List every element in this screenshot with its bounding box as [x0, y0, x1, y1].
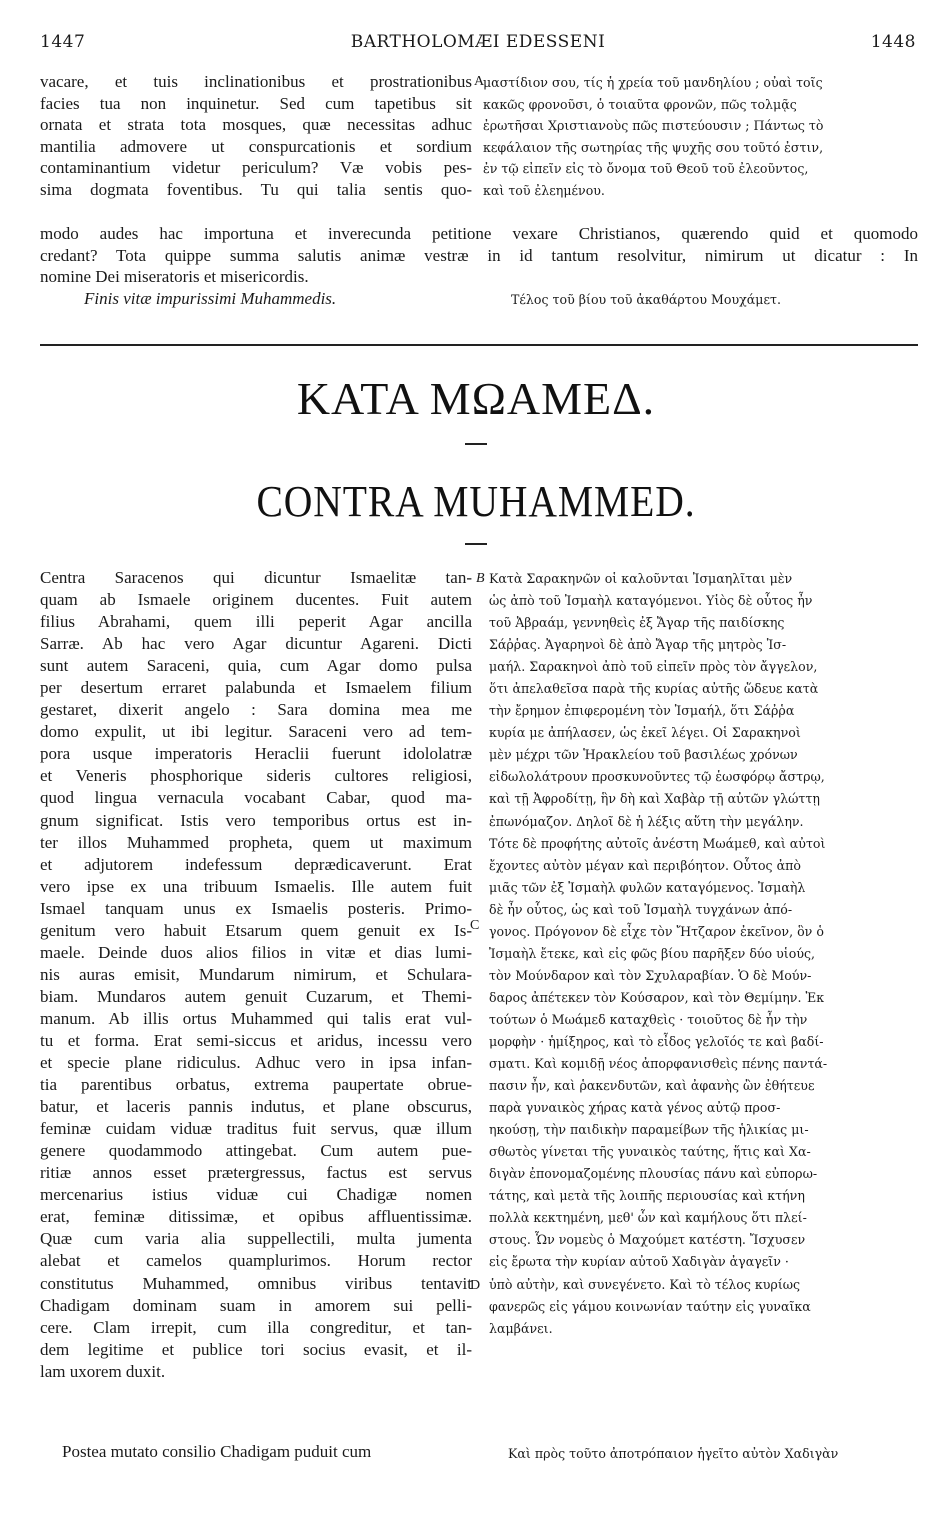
text-line: διγὰν ἐπονομαζομένης πλουσίας πάνυ καὶ εὐπορω-	[489, 1166, 818, 1182]
text-line: per desertum erraret palabunda et Ismaelem filium	[40, 678, 472, 698]
text-line: constitutus Muhammed, omnibus viribus tentavit	[40, 1273, 472, 1293]
text-line: Chadigam dominam suam in amorem sui pelli-	[40, 1295, 472, 1315]
text-line: quam ab Ismaele originem ducentes. Fuit autem	[40, 590, 472, 610]
running-head	[40, 32, 916, 56]
text-line: genere quodammodo attingebat. Cum autem pue-	[40, 1141, 472, 1161]
text-line: τὸν Μούνδαρον καὶ τὸν Σχυλαραβίαν. Ὁ δὲ Μούν-	[489, 967, 812, 983]
text-line: batur, et laceris pannis indutus, et plane obscurus,	[40, 1097, 472, 1117]
text-line: maele. Deinde duos alios filios in vitæ et dias lumi-	[40, 942, 472, 962]
text-line: et adjutorem indefessum deprædicaverunt. Erat	[40, 854, 472, 874]
margin-marker-b: B	[476, 571, 485, 586]
text-line: et specie plane ridiculus. Adhuc vero in ipsa infan-	[40, 1053, 472, 1073]
top-greek-column	[483, 72, 919, 202]
text-line: gnum significat. Istis vero temporibus ortus est in-	[40, 810, 472, 830]
margin-marker-d: D	[470, 1278, 481, 1293]
text-line: σματι. Καὶ κομιδῇ νέος ἀπορφανισθεὶς πένης παντά-	[489, 1056, 828, 1072]
text-line: ὅτι ἀπελαθεῖσα παρὰ τῆς κυρίας αὐτῆς ὥδευε κατὰ	[489, 681, 819, 697]
text-line: Κατὰ Σαρακηνῶν οἱ καλοῦνται Ἰσμαηλῖται μὲν	[489, 571, 793, 586]
text-line: καὶ τοῦ ἐλεημένου.	[483, 182, 605, 198]
text-line: sunt autem Saraceni, quia, cum Agar domo pulsa	[40, 656, 472, 676]
finis-latin: Finis vitæ impurissimi Muhammedis.	[84, 289, 337, 308]
text-line: σθωτὸς γίνεται τῆς γυναικὸς ταύτης, ἥτις καὶ Χα-	[489, 1144, 811, 1160]
heading-latin: CONTRA MUHAMMED.	[256, 477, 696, 526]
text-line: nomine Dei miseratoris et misericordis.	[40, 267, 309, 287]
text-line: ἐπωνόμαζον. Δηλοῖ δὲ ἡ λέξις αὕτη τὴν μεγάλην.	[489, 813, 804, 829]
text-line: ornata et strata tota mosques, quæ necessitas adhuc	[40, 115, 472, 135]
text-line: λαμβάνει.	[489, 1320, 553, 1336]
text-line: Ἰσμαὴλ ἔτεκε, καὶ εἰς φῶς βίου παρῆξεν δύο υἱούς,	[489, 945, 816, 961]
text-line: Centra Saracenos qui dicuntur Ismaelitæ tan-	[40, 568, 472, 587]
text-line: filius Abrahami, quem illi peperit Agar ancilla	[40, 612, 472, 632]
text-line: cere. Clam irrepit, cum illa congreditur, et tan-	[40, 1317, 472, 1337]
text-line: ἐρωτῆσαι Χριστιανοὺς πῶς πιστεύουσιν ; Πάντως τὸ	[483, 118, 824, 134]
text-line: mantilia admovere ut conspurcationis et sordium	[40, 136, 472, 156]
text-line: εἰδωλολάτρουν προσκυνοῦντες τῷ ἑωσφόρῳ ἄστρῳ,	[489, 769, 825, 785]
main-greek-column	[489, 568, 919, 1340]
text-line: μορφὴν · ἡμίξηρος, καὶ τὸ εἶδος γελοῖός τε καὶ βαδί-	[489, 1033, 824, 1049]
heading-dash	[465, 443, 487, 445]
text-line: ἐν τῷ εἰπεῖν εἰς τὸ ὄνομα τοῦ Θεοῦ τοῦ ἐλεοῦντος,	[483, 161, 809, 177]
page-number-right: 1448	[870, 32, 916, 52]
text-line: ἔχοντες αὐτὸν μέγαν καὶ περιβόητον. Οὗτος ἀπὸ	[489, 857, 801, 873]
text-line: Σάῤῥας. Ἀγαρηνοὶ δὲ ἀπὸ Ἄγαρ τῆς μητρὸς Ἰσ-	[489, 637, 787, 653]
text-line: manum. Ab illis ortus Muhammed qui talis erat vul-	[40, 1008, 472, 1028]
heading-greek: ΚΑΤΑ ΜΩΑΜΕΔ.	[296, 373, 656, 424]
text-line: μαστίδιον σου, τίς ἡ χρεία τοῦ μανδηλίου ; οὐαὶ τοῖς	[483, 75, 823, 90]
text-line: lam uxorem duxit.	[40, 1361, 166, 1381]
section-rule	[40, 344, 918, 346]
text-line: biam. Mundaros autem genuit Cuzarum, et Themi-	[40, 986, 472, 1006]
text-line: modo audes hac importuna et inverecunda petitione vexare Christianos, quærendo quid et quomodo	[40, 224, 918, 243]
bottom-latin-line: Postea mutato consilio Chadigam puduit cum	[62, 1442, 372, 1461]
text-line: μιᾶς τῶν ἐξ Ἰσμαὴλ φυλῶν καταγόμενος. Ἰσμαὴλ	[489, 879, 806, 895]
text-line: μαήλ. Σαρακηνοὶ ἀπὸ τοῦ εἰπεῖν πρὸς τὸν ἄγγελον,	[489, 659, 818, 675]
finis-greek: Τέλος τοῦ βίου τοῦ ἀκαθάρτου Μουχάμετ.	[511, 292, 781, 307]
text-line: ὑπὸ αὐτὴν, καὶ συνεγένετο. Καὶ τὸ τέλος κυρίως	[489, 1276, 801, 1292]
text-line: πολλὰ κεκτημένη, μεθ' ὧν καὶ καμήλους ὅτι πλεί-	[489, 1210, 807, 1226]
text-line: gestaret, dixerit angelo : Sara domina mea me	[40, 700, 472, 720]
text-line: dem legitime et publice tori socius evasit, et il-	[40, 1339, 472, 1359]
text-line: γονος. Πρόγονον δὲ εἶχε τὸν Ἤτζαρον ἐκεῖνον, ὃν ὁ	[489, 923, 824, 939]
margin-marker-c: C	[470, 918, 480, 933]
margin-marker-a: A	[474, 74, 485, 89]
full-width-paragraph	[40, 223, 918, 288]
text-line: κυρία με ἀπήλασεν, ὡς ἐκεῖ λέγει. Οἱ Σαρακηνοὶ	[489, 725, 801, 741]
text-line: Sarræ. Ab hac vero Agar dicuntur Agareni. Dicti	[40, 634, 472, 654]
text-line: εἰς ἔρωτα τὴν κυρίαν αὐτοῦ Χαδιγὰν ἀγαγεῖν ·	[489, 1254, 789, 1270]
text-line: et Veneris phosphorique sideris cultores religiosi,	[40, 766, 472, 786]
text-line: tia parentibus orbatus, extrema paupertate obrue-	[40, 1075, 472, 1095]
text-line: vacare, et tuis inclinationibus et prostrationibus	[40, 72, 472, 91]
text-line: τούτων ὁ Μωάμεδ καταχθεὶς · τοιοῦτος δὲ ἦν τὴν	[489, 1011, 808, 1027]
text-line: credant? Tota quippe summa salutis animæ vestræ in id tantum resolvitur, nimirum ut dicatur : In	[40, 245, 918, 265]
text-line: contaminantium videtur periculum? Væ vobis pes-	[40, 158, 472, 178]
text-line: ter illos Muhammed propheta, quem ut maximum	[40, 832, 472, 852]
text-line: πασιν ἦν, καὶ ῥακενδυτῶν, καὶ ἀφανὴς ὢν ἐθήτευε	[489, 1078, 815, 1094]
text-line: sima dogmata foventibus. Tu qui talia sentis quo-	[40, 179, 472, 199]
heading-dash	[465, 543, 487, 545]
text-line: mercenarius istius viduæ cui Chadigæ nomen	[40, 1185, 472, 1205]
text-line: genitum vero habuit Etsarum quem genuit ex Is-	[40, 920, 472, 940]
text-line: domo expulit, ut ibi legitur. Saraceni vero ad tem-	[40, 722, 472, 742]
text-line: τάτης, καὶ μετὰ τῆς λοιπῆς περιουσίας καὶ κτήνη	[489, 1188, 805, 1204]
text-line: φανερῶς εἰς γάμου κοινωνίαν ταύτην εἰς γυναῖκα	[489, 1298, 811, 1314]
text-line: καὶ τῇ Ἀφροδίτῃ, ἣν δὴ καὶ Χαβὰρ τῇ αὐτῶν γλώττῃ	[489, 791, 820, 807]
text-line: Quæ cum varia alia suppellectili, multa jumenta	[40, 1229, 472, 1249]
text-line: κεφάλαιον τῆς σωτηρίας τῆς ψυχῆς σου τοῦτό ἐστιν,	[483, 139, 824, 155]
text-line: facies tua non inquinetur. Sed cum tapetibus sit	[40, 93, 472, 113]
text-line: κακῶς φρονοῦσι, ὁ τοιαῦτα φρονῶν, πῶς τολμᾷς	[483, 96, 797, 112]
text-line: Τότε δὲ προφήτης αὐτοῖς ἀνέστη Μωάμεθ, καὶ αὐτοὶ	[489, 835, 826, 851]
text-line: στους. Ὧν νομεὺς ὁ Μαχούμετ κατέστη. Ἴσχυσεν	[489, 1232, 806, 1248]
text-line: μὲν μέχρι τῶν Ἡρακλείου τοῦ βασιλέως χρόνων	[489, 747, 798, 763]
text-line: τοῦ Ἀβραάμ, γεννηθεὶς ἐξ Ἄγαρ τῆς παιδίσκης	[489, 615, 785, 631]
page-number-left: 1447	[40, 32, 86, 52]
top-latin-column	[40, 71, 472, 201]
text-line: Ismael tanquam unus ex Ismaelis posteris. Primo-	[40, 898, 472, 918]
text-line: δαρος ἀπέτεκεν τὸν Κούσαρον, καὶ τὸν Θεμίμην. Ἐκ	[489, 989, 825, 1005]
text-line: παρὰ γυναικὸς χήρας κατὰ γένος αὐτῷ προσ-	[489, 1100, 781, 1116]
text-line: vero ipse ex una tribuum Ismaelis. Ille autem fuit	[40, 876, 472, 896]
bottom-greek-line: Καὶ πρὸς τοῦτο ἀποτρόπαιον ἡγεῖτο αὐτὸν Χαδιγὰν	[508, 1446, 839, 1461]
running-title: BARTHOLOMÆI EDESSENI	[350, 32, 606, 52]
text-line: alebat et camelos quamplurimos. Horum rector	[40, 1251, 472, 1271]
text-line: quod lingua vernacula vocabant Cabar, quod ma-	[40, 788, 472, 808]
text-line: τὴν ἔρημον ἐπιφερομένη τὸν Ἰσμαήλ, ὅτι Σάῤῥα	[489, 703, 795, 719]
text-line: ritiæ annos esset prætergressus, factus est servus	[40, 1163, 472, 1183]
text-line: δὲ ἦν οὗτος, ὡς καὶ τοῦ Ἰσμαὴλ τυγχάνων ἀπό-	[489, 901, 793, 917]
text-line: nis auras emisit, Mundarum nimirum, et Schulara-	[40, 964, 472, 984]
text-line: pora usque imperatoris Heraclii fuerunt idololatræ	[40, 744, 472, 764]
main-latin-column	[40, 567, 472, 1383]
text-line: ηκούσῃ, τὴν παιδικὴν παραμείβων τῆς ἡλικίας μι-	[489, 1122, 809, 1138]
text-line: ὡς ἀπὸ τοῦ Ἰσμαὴλ καταγόμενοι. Υἱὸς δὲ οὗτος ἦν	[489, 593, 813, 609]
text-line: tu et forma. Erat semi-siccus et aridus, incessu vero	[40, 1030, 472, 1050]
text-line: erat, feminæ ditissimæ, et opibus affluentissimæ.	[40, 1207, 472, 1227]
text-line: feminæ cuidam viduæ traditus fuit servus, quæ illum	[40, 1119, 472, 1139]
